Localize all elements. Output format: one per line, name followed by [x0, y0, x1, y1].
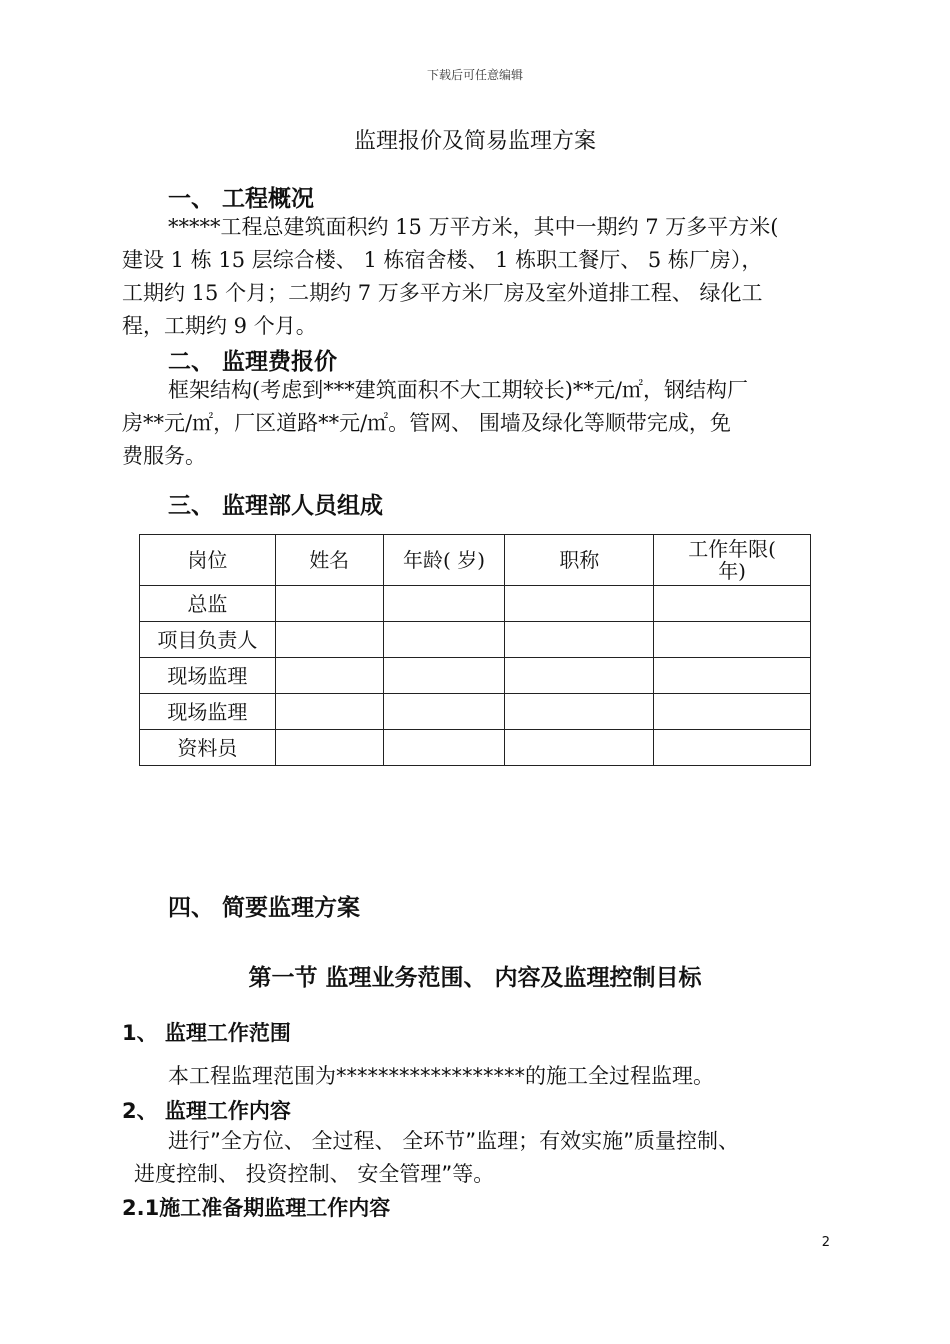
item2-line-2: 进度控制、 投资控制、 安全管理”等。 [134, 1162, 495, 1186]
item1-heading: 1、 监理工作范围 [122, 1021, 291, 1045]
table-cell [383, 694, 505, 730]
table-header-line: 年) [718, 559, 746, 583]
item2-line-1: 进行”全方位、 全过程、 全环节”监理；有效实施”质量控制、 [168, 1129, 739, 1153]
table-header-row [140, 535, 811, 586]
section1-line-3: 工期约 15 个月；二期约 7 万多平方米厂房及室外道排工程、 绿化工 [122, 281, 763, 305]
table-cell-position: 现场监理 [140, 694, 276, 730]
section2-heading: 二、 监理费报价 [168, 349, 338, 375]
document-title: 监理报价及简易监理方案 [353, 129, 596, 154]
table-header-line: 工作年限( [688, 537, 776, 561]
item21-heading: 2.1施工准备期监理工作内容 [122, 1196, 391, 1220]
table-header-cell: 职称 [505, 535, 654, 586]
table-cell-position: 总监 [140, 586, 276, 622]
section1-line-2: 建设 1 栋 15 层综合楼、 1 栋宿舍楼、 1 栋职工餐厅、 5 栋厂房）， [122, 248, 763, 272]
table-header-cell: 年龄( 岁) [383, 535, 505, 586]
table-row [140, 622, 811, 658]
table-header-cell [654, 535, 811, 586]
page-number: 2 [821, 1235, 830, 1250]
section1-line-4: 程，工期约 9 个月。 [122, 314, 317, 338]
section3-heading: 三、 监理部人员组成 [168, 493, 384, 519]
table-cell [654, 658, 811, 694]
table-cell [505, 694, 654, 730]
table-cell [505, 622, 654, 658]
subsection-title: 第一节 监理业务范围、 内容及监理控制目标 [248, 965, 702, 991]
item1-text: 本工程监理范围为******************的施工全过程监理。 [168, 1064, 714, 1088]
table-cell [505, 586, 654, 622]
table-cell [275, 658, 383, 694]
table-cell [383, 622, 505, 658]
table-cell [505, 730, 654, 766]
table-row [140, 730, 811, 766]
table-row [140, 694, 811, 730]
table-header-cell: 姓名 [275, 535, 383, 586]
table-cell [654, 622, 811, 658]
table-cell [383, 658, 505, 694]
section2-line-2: 房**元/㎡，厂区道路**元/㎡。管网、 围墙及绿化等顺带完成，免 [122, 411, 731, 435]
section2-line-3: 费服务。 [122, 444, 206, 468]
table-cell-position: 现场监理 [140, 658, 276, 694]
table-cell [654, 586, 811, 622]
table-cell [505, 658, 654, 694]
page-header-note: 下载后可任意编辑 [426, 68, 523, 82]
staff-table [139, 534, 811, 766]
section1-line-1: *****工程总建筑面积约 15 万平方米，其中一期约 7 万多平方米( [168, 215, 779, 239]
table-cell [654, 694, 811, 730]
section2-line-1: 框架结构(考虑到***建筑面积不大工期较长)**元/㎡，钢结构厂 [168, 378, 748, 402]
table-cell [275, 730, 383, 766]
table-cell [383, 586, 505, 622]
table-cell [383, 730, 505, 766]
table-cell [654, 730, 811, 766]
table-cell [275, 694, 383, 730]
section1-heading: 一、 工程概况 [168, 186, 315, 212]
section4-heading: 四、 简要监理方案 [168, 895, 361, 921]
table-cell-position: 项目负责人 [140, 622, 276, 658]
table-cell-position: 资料员 [140, 730, 276, 766]
table-row [140, 586, 811, 622]
item2-heading: 2、 监理工作内容 [122, 1099, 291, 1123]
table-cell [275, 622, 383, 658]
table-header-cell: 岗位 [140, 535, 276, 586]
table-cell [275, 586, 383, 622]
table-row [140, 658, 811, 694]
